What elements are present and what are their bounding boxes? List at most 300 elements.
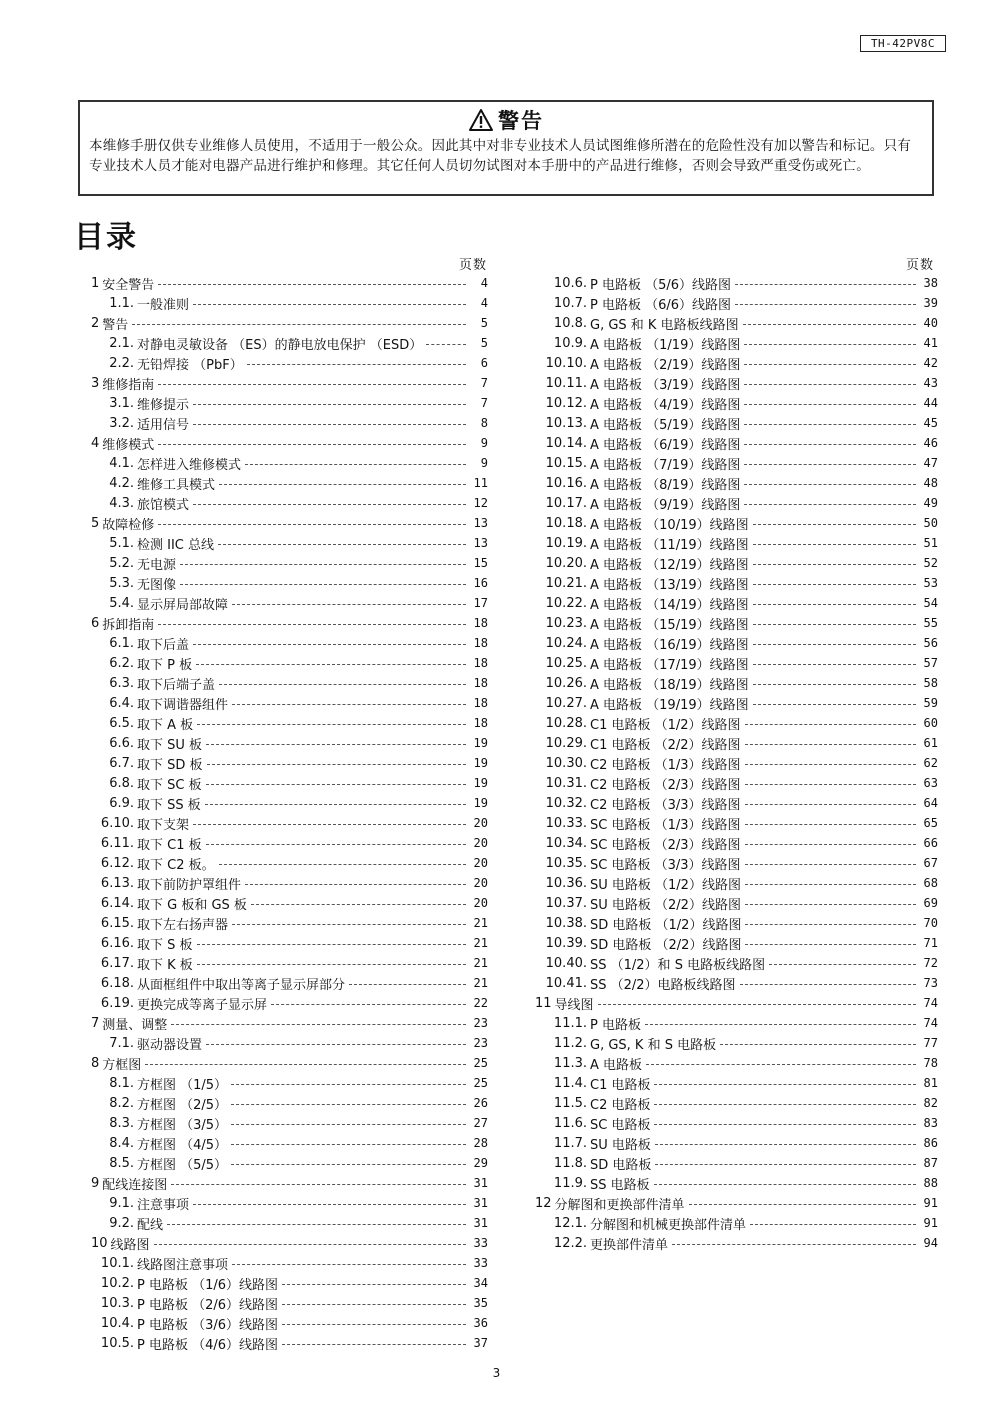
- toc-entry[interactable]: [88, 353, 488, 373]
- dot-leader: [745, 844, 916, 845]
- toc-entry-label: A 电路板 （7/19）线路图: [590, 457, 741, 473]
- toc-entry[interactable]: [88, 973, 488, 993]
- toc-entry[interactable]: [88, 533, 488, 553]
- toc-entry[interactable]: [535, 853, 938, 873]
- dot-leader: [196, 664, 466, 665]
- toc-entry-label: 维修指南: [102, 377, 155, 393]
- dot-leader: [646, 1064, 916, 1065]
- toc-entry[interactable]: [535, 453, 938, 473]
- toc-entry-page: 18: [473, 636, 488, 650]
- toc-entry[interactable]: [535, 593, 938, 613]
- toc-entry[interactable]: [535, 613, 938, 633]
- toc-entry[interactable]: [535, 1153, 938, 1173]
- toc-entry[interactable]: [88, 953, 488, 973]
- toc-entry-label: 取下 A 板: [137, 717, 194, 733]
- toc-entry[interactable]: [535, 953, 938, 973]
- toc-entry[interactable]: [535, 653, 938, 673]
- toc-entry[interactable]: [535, 1053, 938, 1073]
- dot-leader: [171, 1184, 466, 1185]
- toc-entry-page: 73: [923, 976, 938, 990]
- toc-entry[interactable]: [88, 693, 488, 713]
- toc-entry-label: 分解图和机械更换部件清单: [590, 1217, 747, 1233]
- toc-entry-number: 8: [91, 1055, 100, 1071]
- toc-entry-label: 旅馆模式: [137, 497, 190, 513]
- toc-entry-number: 6.5.: [109, 715, 134, 731]
- dot-leader: [158, 284, 466, 285]
- toc-entry-number: 6.3.: [109, 675, 134, 691]
- toc-entry[interactable]: [535, 413, 938, 433]
- toc-entry-page: 19: [473, 756, 488, 770]
- toc-entry[interactable]: [88, 1113, 488, 1133]
- toc-entry-label: 取下 K 板: [137, 957, 193, 973]
- toc-entry[interactable]: [88, 1233, 488, 1253]
- toc-entry[interactable]: [535, 273, 938, 293]
- toc-entry-label: 取下 S 板: [137, 937, 193, 953]
- toc-entry[interactable]: [535, 493, 938, 513]
- toc-entry[interactable]: [88, 1133, 488, 1153]
- toc-entry-label: A 电路板 （2/19）线路图: [590, 357, 741, 373]
- toc-entry-number: 10.4.: [100, 1315, 134, 1331]
- toc-entry[interactable]: [88, 553, 488, 573]
- toc-entry-number: 9: [91, 1175, 100, 1191]
- toc-entry-page: 59: [923, 696, 938, 710]
- toc-entry[interactable]: [535, 473, 938, 493]
- dot-leader: [689, 1204, 916, 1205]
- toc-entry-page: 18: [473, 696, 488, 710]
- toc-entry[interactable]: [88, 433, 488, 453]
- toc-entry-page: 9: [480, 456, 488, 470]
- toc-entry[interactable]: [535, 333, 938, 353]
- toc-entry[interactable]: [88, 413, 488, 433]
- toc-entry-label: A 电路板 （17/19）线路图: [590, 657, 749, 673]
- toc-entry-label: 安全警告: [102, 277, 155, 293]
- dot-leader: [251, 904, 466, 905]
- dot-leader: [744, 444, 916, 445]
- toc-entry[interactable]: [535, 893, 938, 913]
- toc-entry-page: 31: [473, 1216, 488, 1230]
- toc-entry-label: A 电路板 （5/19）线路图: [590, 417, 741, 433]
- toc-entry[interactable]: [88, 1253, 488, 1273]
- toc-entry-page: 65: [923, 816, 938, 830]
- toc-entry[interactable]: [535, 913, 938, 933]
- toc-entry[interactable]: [535, 293, 938, 313]
- toc-entry[interactable]: [535, 633, 938, 653]
- toc-entry-label: 取下 C2 板。: [137, 857, 215, 873]
- dot-leader: [219, 864, 466, 865]
- dot-leader: [654, 1124, 916, 1125]
- toc-entry[interactable]: [535, 1133, 938, 1153]
- page-label-right: 页数: [906, 258, 935, 273]
- toc-entry[interactable]: [88, 373, 488, 393]
- toc-entry[interactable]: [88, 893, 488, 913]
- toc-entry-page: 20: [473, 836, 488, 850]
- toc-entry[interactable]: [88, 813, 488, 833]
- toc-entry-label: 取下支架: [137, 817, 190, 833]
- toc-entry-page: 19: [473, 796, 488, 810]
- toc-entry[interactable]: [535, 1033, 938, 1053]
- toc-entry[interactable]: [88, 633, 488, 653]
- dot-leader: [282, 1324, 466, 1325]
- dot-leader: [271, 1004, 466, 1005]
- toc-entry-label: 维修模式: [102, 437, 155, 453]
- toc-entry-page: 16: [473, 576, 488, 590]
- toc-entry-number: 10.19.: [545, 535, 587, 551]
- toc-entry-label: 线路图: [110, 1237, 150, 1253]
- toc-entry[interactable]: [535, 553, 938, 573]
- toc-entry-page: 51: [923, 536, 938, 550]
- toc-entry[interactable]: [88, 393, 488, 413]
- toc-entry-number: 10.20.: [545, 555, 587, 571]
- toc-entry-page: 83: [923, 1116, 938, 1130]
- toc-entry-number: 10.32.: [545, 795, 587, 811]
- toc-entry-label: 方框图 （5/5）: [137, 1157, 228, 1173]
- toc-entry[interactable]: [88, 873, 488, 893]
- toc-entry[interactable]: [88, 1093, 488, 1113]
- dot-leader: [753, 704, 916, 705]
- toc-entry[interactable]: [88, 473, 488, 493]
- dot-leader: [753, 664, 916, 665]
- dot-leader: [132, 324, 466, 325]
- toc-entry[interactable]: [88, 1053, 488, 1073]
- toc-entry-page: 53: [923, 576, 938, 590]
- toc-entry[interactable]: [535, 1073, 938, 1093]
- toc-entry-number: 10.28.: [545, 715, 587, 731]
- toc-entry[interactable]: [535, 693, 938, 713]
- toc-entry-number: 3: [91, 375, 100, 391]
- toc-entry-label: 适用信号: [137, 417, 190, 433]
- toc-entry-label: SD 电路板: [590, 1157, 652, 1173]
- toc-entry-label: P 电路板 （3/6）线路图: [137, 1317, 279, 1333]
- toc-entry[interactable]: [535, 1113, 938, 1133]
- dot-leader: [180, 584, 466, 585]
- dot-leader: [753, 684, 916, 685]
- toc-entry[interactable]: [88, 753, 488, 773]
- dot-leader: [197, 964, 466, 965]
- toc-entry-number: 1.1.: [109, 295, 134, 311]
- toc-entry-number: 10.2.: [100, 1275, 134, 1291]
- dot-leader: [753, 644, 916, 645]
- toc-entry-page: 18: [473, 676, 488, 690]
- dot-leader: [193, 304, 466, 305]
- toc-entry[interactable]: [535, 773, 938, 793]
- toc-entry-number: 10.14.: [545, 435, 587, 451]
- toc-entry[interactable]: [88, 1213, 488, 1233]
- toc-entry-label: P 电路板 （1/6）线路图: [137, 1277, 279, 1293]
- toc-entry-label: 配线连接图: [102, 1177, 168, 1193]
- toc-entry-label: SD 电路板 （2/2）线路图: [590, 937, 742, 953]
- toc-entry-page: 21: [473, 976, 488, 990]
- toc-entry-page: 42: [923, 356, 938, 370]
- toc-entry-page: 41: [923, 336, 938, 350]
- dot-leader: [206, 744, 466, 745]
- dot-leader: [231, 1104, 466, 1105]
- toc-entry-number: 6.10.: [100, 815, 134, 831]
- toc-entry-page: 8: [480, 416, 488, 430]
- toc-entry[interactable]: [88, 1313, 488, 1333]
- toc-entry-label: C2 电路板: [590, 1097, 651, 1113]
- toc-entry[interactable]: [88, 593, 488, 613]
- toc-entry[interactable]: [535, 313, 938, 333]
- toc-entry-label: 注意事项: [137, 1197, 190, 1213]
- toc-entry-number: 6.17.: [100, 955, 134, 971]
- toc-entry-page: 4: [480, 296, 488, 310]
- toc-entry-number: 10.33.: [545, 815, 587, 831]
- toc-entry-number: 10.17.: [545, 495, 587, 511]
- toc-entry-number: 10.30.: [545, 755, 587, 771]
- toc-entry-number: 10.26.: [545, 675, 587, 691]
- toc-entry-page: 22: [473, 996, 488, 1010]
- toc-entry-label: C2 电路板 （1/3）线路图: [590, 757, 741, 773]
- toc-entry[interactable]: [88, 933, 488, 953]
- toc-entry[interactable]: [88, 493, 488, 513]
- dot-leader: [282, 1344, 466, 1345]
- dot-leader: [645, 1024, 916, 1025]
- toc-entry[interactable]: [535, 993, 938, 1013]
- toc-entry-page: 78: [923, 1056, 938, 1070]
- toc-entry-label: A 电路板 （13/19）线路图: [590, 577, 749, 593]
- dot-leader: [720, 1044, 916, 1045]
- toc-entry-page: 4: [480, 276, 488, 290]
- toc-entry[interactable]: [535, 373, 938, 393]
- dot-leader: [743, 324, 916, 325]
- toc-entry-page: 20: [473, 816, 488, 830]
- dot-leader: [193, 644, 466, 645]
- toc-entry[interactable]: [88, 573, 488, 593]
- dot-leader: [426, 344, 466, 345]
- toc-entry-page: 74: [923, 996, 938, 1010]
- toc-entry[interactable]: [535, 673, 938, 693]
- toc-entry-number: 10.31.: [545, 775, 587, 791]
- toc-entry-page: 33: [473, 1236, 488, 1250]
- toc-entry-page: 31: [473, 1196, 488, 1210]
- toc-entry[interactable]: [535, 433, 938, 453]
- toc-entry[interactable]: [88, 453, 488, 473]
- toc-entry-label: A 电路板 （14/19）线路图: [590, 597, 749, 613]
- toc-entry-label: 从面框组件中取出等离子显示屏部分: [137, 977, 346, 993]
- toc-entry[interactable]: [88, 773, 488, 793]
- toc-entry-label: SU 电路板 （2/2）线路图: [590, 897, 741, 913]
- toc-entry-page: 67: [923, 856, 938, 870]
- page-label-left: 页数: [459, 258, 488, 273]
- toc-entry[interactable]: [535, 1093, 938, 1113]
- dot-leader: [753, 604, 916, 605]
- dot-leader: [654, 1184, 916, 1185]
- toc-entry[interactable]: [88, 853, 488, 873]
- toc-entry[interactable]: [88, 1033, 488, 1053]
- toc-entry-number: 8.2.: [109, 1095, 134, 1111]
- dot-leader: [744, 384, 916, 385]
- toc-entry-label: 配线: [137, 1217, 164, 1233]
- toc-entry[interactable]: [88, 1273, 488, 1293]
- toc-entry[interactable]: [88, 613, 488, 633]
- toc-entry[interactable]: [535, 513, 938, 533]
- toc-entry[interactable]: [535, 813, 938, 833]
- toc-entry-label: 无图像: [137, 577, 177, 593]
- dot-leader: [753, 544, 916, 545]
- dot-leader: [219, 484, 466, 485]
- dot-leader: [180, 564, 466, 565]
- toc-entry[interactable]: [88, 913, 488, 933]
- toc-entry-page: 25: [473, 1056, 488, 1070]
- toc-entry-page: 12: [473, 496, 488, 510]
- toc-entry-page: 28: [473, 1136, 488, 1150]
- dot-leader: [232, 704, 466, 705]
- dot-leader: [735, 284, 916, 285]
- toc-entry[interactable]: [88, 673, 488, 693]
- dot-leader: [193, 1204, 466, 1205]
- toc-entry-page: 40: [923, 316, 938, 330]
- toc-entry-label: A 电路板 （16/19）线路图: [590, 637, 749, 653]
- toc-entry-label: A 电路板 （8/19）线路图: [590, 477, 741, 493]
- dot-leader: [769, 964, 916, 965]
- dot-leader: [232, 1264, 466, 1265]
- dot-leader: [672, 1244, 916, 1245]
- toc-entry[interactable]: [88, 793, 488, 813]
- toc-entry[interactable]: [88, 1293, 488, 1313]
- toc-entry-number: 10.36.: [545, 875, 587, 891]
- toc-entry-label: A 电路板 （9/19）线路图: [590, 497, 741, 513]
- toc-entry-label: 取下后端子盖: [137, 677, 216, 693]
- toc-entry-page: 37: [473, 1336, 488, 1350]
- toc-entry-label: C1 电路板 （1/2）线路图: [590, 717, 741, 733]
- toc-entry-number: 10.35.: [545, 855, 587, 871]
- toc-entry-number: 10.21.: [545, 575, 587, 591]
- toc-entry-label: 取下 G 板和 GS 板: [137, 897, 247, 913]
- toc-entry-label: SS （2/2）电路板线路图: [590, 977, 736, 993]
- dot-leader: [745, 784, 916, 785]
- toc-entry[interactable]: [535, 1013, 938, 1033]
- toc-entry-number: 7: [91, 1015, 100, 1031]
- toc-right-column: [535, 273, 938, 1253]
- toc-entry-page: 57: [923, 656, 938, 670]
- toc-entry-label: 一般准则: [137, 297, 190, 313]
- toc-entry[interactable]: [535, 733, 938, 753]
- toc-entry[interactable]: [535, 1233, 938, 1253]
- toc-entry[interactable]: [88, 313, 488, 333]
- toc-entry-number: 8.4.: [109, 1135, 134, 1151]
- toc-entry-number: 10.9.: [553, 335, 587, 351]
- dot-leader: [744, 404, 916, 405]
- toc-entry-number: 10.8.: [553, 315, 587, 331]
- toc-entry-label: 方框图 （3/5）: [137, 1117, 228, 1133]
- toc-entry-number: 6.13.: [100, 875, 134, 891]
- toc-entry-page: 91: [923, 1216, 938, 1230]
- toc-entry-label: G, GS 和 K 电路板线路图: [590, 317, 739, 333]
- toc-entry[interactable]: [535, 1213, 938, 1233]
- toc-entry-number: 6.19.: [100, 995, 134, 1011]
- toc-entry[interactable]: [535, 833, 938, 853]
- toc-entry[interactable]: [88, 293, 488, 313]
- toc-entry[interactable]: [88, 1333, 488, 1353]
- toc-entry-label: A 电路板 （1/19）线路图: [590, 337, 741, 353]
- toc-entry[interactable]: [88, 273, 488, 293]
- toc-entry[interactable]: [88, 713, 488, 733]
- dot-leader: [753, 524, 916, 525]
- dot-leader: [197, 724, 466, 725]
- toc-entry[interactable]: [88, 333, 488, 353]
- toc-entry[interactable]: [535, 933, 938, 953]
- toc-entry[interactable]: [88, 1073, 488, 1093]
- dot-leader: [744, 504, 916, 505]
- toc-entry[interactable]: [535, 533, 938, 553]
- dot-leader: [245, 464, 466, 465]
- toc-entry[interactable]: [535, 873, 938, 893]
- toc-entry-number: 9.2.: [109, 1215, 134, 1231]
- toc-entry-page: 18: [473, 716, 488, 730]
- toc-entry[interactable]: [88, 653, 488, 673]
- toc-entry[interactable]: [535, 573, 938, 593]
- toc-entry[interactable]: [535, 1193, 938, 1213]
- toc-entry-number: 3.2.: [109, 415, 134, 431]
- toc-entry-number: 6.9.: [109, 795, 134, 811]
- toc-entry-label: 显示屏局部故障: [137, 597, 229, 613]
- toc-entry[interactable]: [535, 973, 938, 993]
- toc-entry-number: 10.7.: [553, 295, 587, 311]
- toc-entry-page: 69: [923, 896, 938, 910]
- dot-leader: [740, 984, 916, 985]
- toc-entry-number: 8.3.: [109, 1115, 134, 1131]
- toc-entry[interactable]: [535, 393, 938, 413]
- toc-entry-label: SC 电路板 （1/3）线路图: [590, 817, 741, 833]
- toc-entry-page: 45: [923, 416, 938, 430]
- toc-entry-label: P 电路板 （4/6）线路图: [137, 1337, 279, 1353]
- toc-entry[interactable]: [535, 713, 938, 733]
- dot-leader: [245, 884, 466, 885]
- toc-entry[interactable]: [88, 513, 488, 533]
- toc-entry-page: 38: [923, 276, 938, 290]
- toc-entry[interactable]: [535, 1173, 938, 1193]
- toc-entry-page: 26: [473, 1096, 488, 1110]
- toc-entry-page: 58: [923, 676, 938, 690]
- toc-entry-number: 6.1.: [109, 635, 134, 651]
- toc-entry-number: 5.4.: [109, 595, 134, 611]
- toc-entry-page: 13: [473, 516, 488, 530]
- toc-entry-page: 21: [473, 956, 488, 970]
- toc-entry[interactable]: [88, 1193, 488, 1213]
- toc-entry-number: 10.27.: [545, 695, 587, 711]
- toc-entry[interactable]: [535, 353, 938, 373]
- toc-entry-label: A 电路板: [590, 1057, 643, 1073]
- dot-leader: [205, 804, 466, 805]
- toc-entry-page: 88: [923, 1176, 938, 1190]
- toc-entry[interactable]: [88, 1153, 488, 1173]
- dot-leader: [158, 524, 466, 525]
- dot-leader: [282, 1284, 466, 1285]
- toc-entry-number: 4.2.: [109, 475, 134, 491]
- toc-entry-number: 6.16.: [100, 935, 134, 951]
- dot-leader: [745, 824, 916, 825]
- toc-entry-label: SC 电路板 （3/3）线路图: [590, 857, 741, 873]
- toc-entry-page: 50: [923, 516, 938, 530]
- toc-entry-number: 5.3.: [109, 575, 134, 591]
- dot-leader: [206, 784, 466, 785]
- toc-entry[interactable]: [88, 1013, 488, 1033]
- dot-leader: [206, 1044, 466, 1045]
- dot-leader: [744, 484, 916, 485]
- warning-text: 本维修手册仅供专业维修人员使用，不适用于一般公众。因此其中对非专业技术人员试图维修所潜在的危险性没有加以警告和标记。只有专业技术人员才能对电器产品进行维护和修理。其它任何人员切勿试图对本手册中的产品进行维修，否则会导致严重受伤或死亡。: [89, 138, 911, 174]
- dot-leader: [193, 404, 466, 405]
- toc-entry[interactable]: [535, 793, 938, 813]
- toc-entry-label: P 电路板 （2/6）线路图: [137, 1297, 279, 1313]
- toc-entry[interactable]: [535, 753, 938, 773]
- toc-entry-page: 23: [473, 1016, 488, 1030]
- toc-entry[interactable]: [88, 733, 488, 753]
- toc-entry[interactable]: [88, 1173, 488, 1193]
- toc-entry-page: 20: [473, 876, 488, 890]
- toc-entry[interactable]: [88, 833, 488, 853]
- toc-entry[interactable]: [88, 993, 488, 1013]
- dot-leader: [158, 384, 466, 385]
